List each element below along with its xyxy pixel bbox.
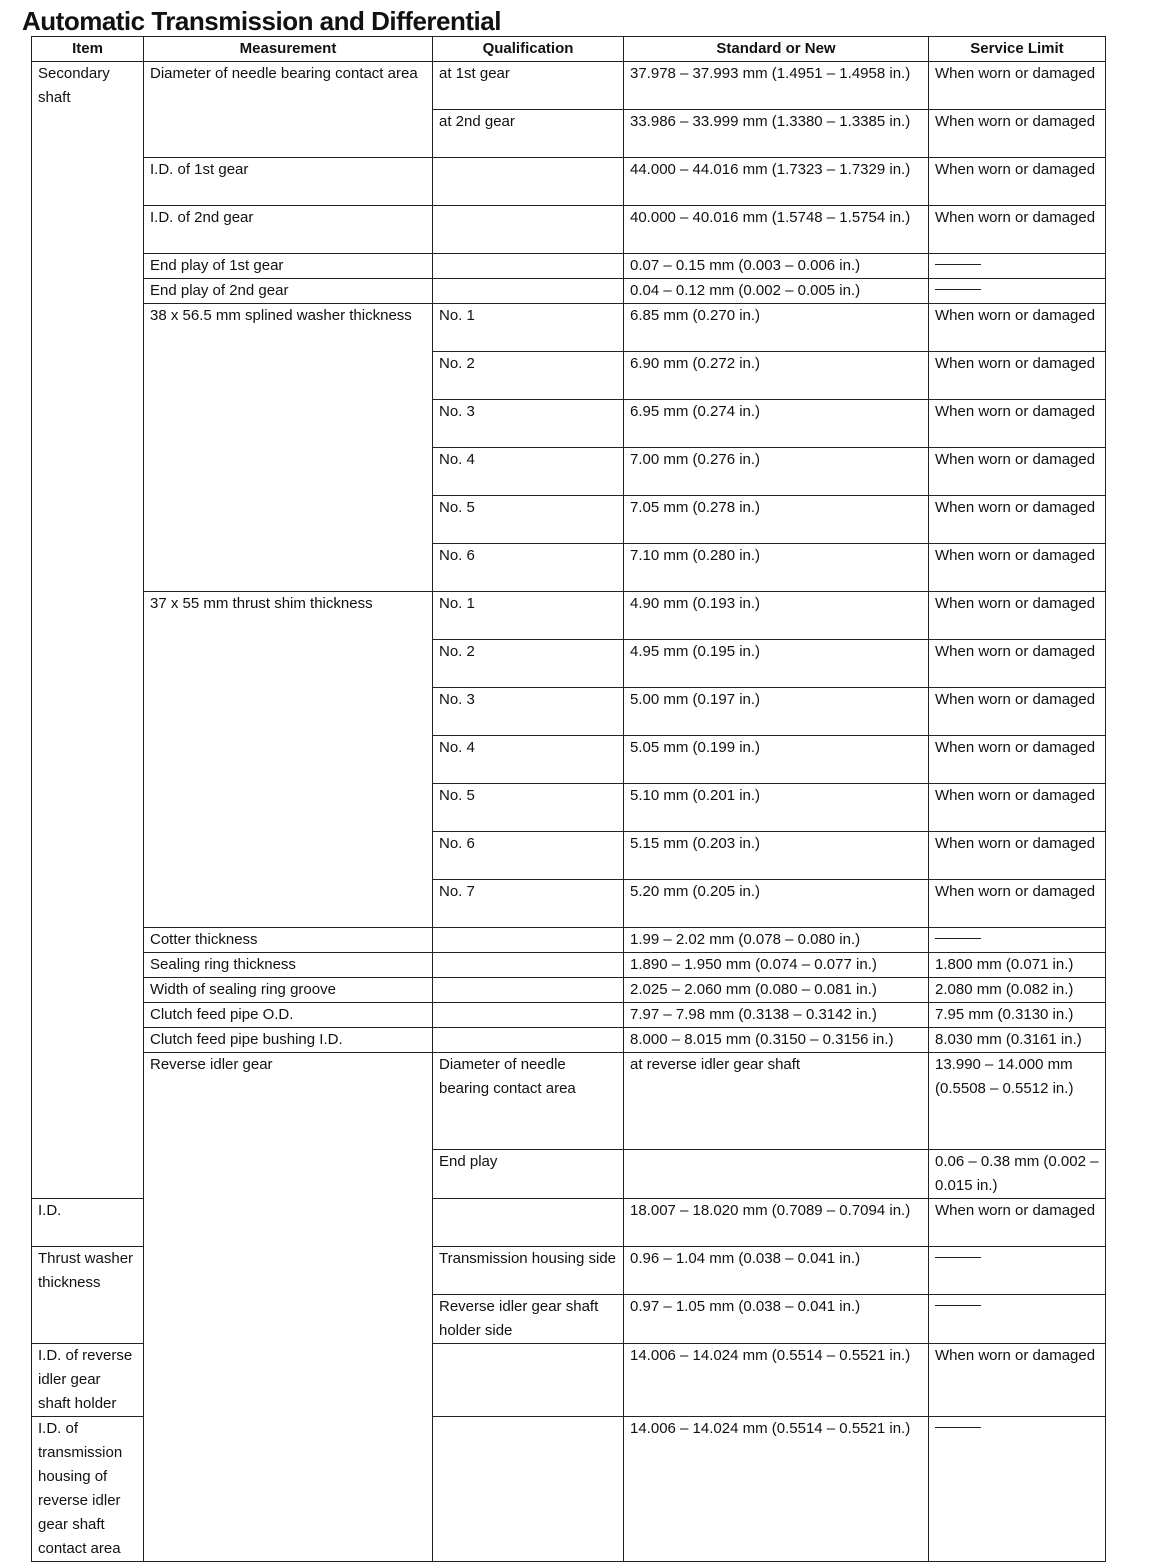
table-row — [32, 592, 1106, 640]
standard-cell: 37.978 – 37.993 mm (1.4951 – 1.4958 in.) — [624, 62, 929, 110]
table-row — [32, 206, 1106, 254]
service-limit-cell: When worn or damaged — [929, 1199, 1106, 1247]
standard-cell: 8.000 – 8.015 mm (0.3150 – 0.3156 in.) — [624, 1028, 929, 1053]
header-row — [32, 37, 1106, 62]
qualification-cell: No. 7 — [433, 880, 624, 928]
service-limit-cell: When worn or damaged — [929, 206, 1106, 254]
standard-cell: 0.04 – 0.12 mm (0.002 – 0.005 in.) — [624, 279, 929, 304]
measurement-cell: End play of 2nd gear — [144, 279, 433, 304]
table-row — [32, 304, 1106, 352]
qualification-cell: at 2nd gear — [433, 110, 624, 158]
qualification-cell: No. 2 — [433, 352, 624, 400]
measurement-cell: 38 x 56.5 mm splined washer thickness — [144, 304, 433, 592]
standard-cell: 0.07 – 0.15 mm (0.003 – 0.006 in.) — [624, 254, 929, 279]
qualification-cell: Reverse idler gear shaft holder side — [433, 1295, 624, 1344]
qualification-cell: No. 5 — [433, 496, 624, 544]
service-limit-cell — [929, 1417, 1106, 1562]
service-limit-cell: When worn or damaged — [929, 496, 1106, 544]
service-limit-cell — [929, 1247, 1106, 1295]
measurement-cell: Thrust washer thickness — [32, 1247, 144, 1344]
qualification-cell — [433, 928, 624, 953]
service-limit-cell: When worn or damaged — [929, 688, 1106, 736]
table-row — [32, 62, 1106, 110]
measurement-cell: I.D. of 2nd gear — [144, 206, 433, 254]
service-limit-cell: When worn or damaged — [929, 62, 1106, 110]
measurement-cell: Diameter of needle bearing contact area — [144, 62, 433, 158]
no-limit-dash — [935, 289, 981, 290]
qualification-cell: No. 6 — [433, 832, 624, 880]
service-limit-cell — [929, 254, 1106, 279]
table-row — [32, 158, 1106, 206]
qualification-cell: No. 1 — [433, 304, 624, 352]
qualification-cell — [433, 1417, 624, 1562]
table-row — [32, 978, 1106, 1003]
qualification-cell — [433, 978, 624, 1003]
service-limit-cell — [929, 279, 1106, 304]
no-limit-dash — [935, 1257, 981, 1258]
qualification-cell: No. 5 — [433, 784, 624, 832]
measurement-cell: Cotter thickness — [144, 928, 433, 953]
header-item: Item — [32, 37, 144, 62]
service-limit-cell: When worn or damaged — [929, 400, 1106, 448]
standard-cell: 44.000 – 44.016 mm (1.7323 – 1.7329 in.) — [624, 158, 929, 206]
qualification-cell: No. 4 — [433, 448, 624, 496]
standard-cell: 40.000 – 40.016 mm (1.5748 – 1.5754 in.) — [624, 206, 929, 254]
qualification-cell: Transmission housing side — [433, 1247, 624, 1295]
standard-cell: 7.05 mm (0.278 in.) — [624, 496, 929, 544]
service-limit-cell: 1.800 mm (0.071 in.) — [929, 953, 1106, 978]
standard-cell: 2.025 – 2.060 mm (0.080 – 0.081 in.) — [624, 978, 929, 1003]
standard-cell: 7.10 mm (0.280 in.) — [624, 544, 929, 592]
table-row — [32, 254, 1106, 279]
no-limit-dash — [935, 1427, 981, 1428]
qualification-cell — [433, 1199, 624, 1247]
service-limit-cell: When worn or damaged — [929, 592, 1106, 640]
standard-cell: 5.15 mm (0.203 in.) — [624, 832, 929, 880]
standard-cell: 14.006 – 14.024 mm (0.5514 – 0.5521 in.) — [624, 1417, 929, 1562]
measurement-cell: I.D. of 1st gear — [144, 158, 433, 206]
measurement-cell: Clutch feed pipe O.D. — [144, 1003, 433, 1028]
qualification-cell: No. 1 — [433, 592, 624, 640]
standard-cell: 4.90 mm (0.193 in.) — [624, 592, 929, 640]
header-qualification: Qualification — [433, 37, 624, 62]
service-limit-cell: When worn or damaged — [929, 158, 1106, 206]
standard-cell: 5.00 mm (0.197 in.) — [624, 688, 929, 736]
table-row — [32, 1003, 1106, 1028]
measurement-cell: End play of 1st gear — [144, 254, 433, 279]
qualification-cell — [433, 953, 624, 978]
standard-cell: 0.96 – 1.04 mm (0.038 – 0.041 in.) — [624, 1247, 929, 1295]
service-limit-cell: When worn or damaged — [929, 304, 1106, 352]
no-limit-dash — [935, 938, 981, 939]
standard-cell: 4.95 mm (0.195 in.) — [624, 640, 929, 688]
measurement-cell: 37 x 55 mm thrust shim thickness — [144, 592, 433, 928]
qualification-cell: No. 6 — [433, 544, 624, 592]
measurement-cell: Sealing ring thickness — [144, 953, 433, 978]
service-limit-cell: When worn or damaged — [929, 640, 1106, 688]
service-limit-cell: When worn or damaged — [929, 544, 1106, 592]
service-limit-cell: When worn or damaged — [929, 448, 1106, 496]
qualification-cell — [433, 206, 624, 254]
qualification-cell: No. 4 — [433, 736, 624, 784]
measurement-cell: Width of sealing ring groove — [144, 978, 433, 1003]
standard-cell: 0.06 – 0.38 mm (0.002 – 0.015 in.) — [929, 1150, 1106, 1199]
measurement-cell: I.D. — [32, 1199, 144, 1247]
qualification-cell — [433, 158, 624, 206]
standard-cell: 5.10 mm (0.201 in.) — [624, 784, 929, 832]
no-limit-dash — [935, 1305, 981, 1306]
standard-cell: 14.006 – 14.024 mm (0.5514 – 0.5521 in.) — [624, 1344, 929, 1417]
qualification-cell — [433, 1344, 624, 1417]
qualification-cell — [624, 1150, 929, 1199]
qualification-cell: at 1st gear — [433, 62, 624, 110]
table-row — [32, 1028, 1106, 1053]
header-measurement: Measurement — [144, 37, 433, 62]
standard-cell: 18.007 – 18.020 mm (0.7089 – 0.7094 in.) — [624, 1199, 929, 1247]
service-limit-cell: 7.95 mm (0.3130 in.) — [929, 1003, 1106, 1028]
service-limit-cell: When worn or damaged — [929, 110, 1106, 158]
service-limit-cell: When worn or damaged — [929, 880, 1106, 928]
measurement-cell: End play — [433, 1150, 624, 1199]
service-limit-cell: When worn or damaged — [929, 736, 1106, 784]
standard-cell: 6.85 mm (0.270 in.) — [624, 304, 929, 352]
standard-cell: 6.90 mm (0.272 in.) — [624, 352, 929, 400]
service-limit-cell: 8.030 mm (0.3161 in.) — [929, 1028, 1106, 1053]
table-row — [32, 928, 1106, 953]
item-secondary-shaft: Secondary shaft — [32, 62, 144, 1199]
qualification-cell: No. 2 — [433, 640, 624, 688]
standard-cell: 0.97 – 1.05 mm (0.038 – 0.041 in.) — [624, 1295, 929, 1344]
table-row — [32, 279, 1106, 304]
header-service-limit: Service Limit — [929, 37, 1106, 62]
service-limit-cell: When worn or damaged — [929, 832, 1106, 880]
table-row — [32, 1053, 1106, 1150]
measurement-cell: Clutch feed pipe bushing I.D. — [144, 1028, 433, 1053]
measurement-cell: I.D. of reverse idler gear shaft holder — [32, 1344, 144, 1417]
standard-cell: 1.99 – 2.02 mm (0.078 – 0.080 in.) — [624, 928, 929, 953]
service-limit-cell: When worn or damaged — [929, 1344, 1106, 1417]
qualification-cell: at reverse idler gear shaft — [624, 1053, 929, 1150]
standard-cell: 7.97 – 7.98 mm (0.3138 – 0.3142 in.) — [624, 1003, 929, 1028]
qualification-cell: No. 3 — [433, 688, 624, 736]
standard-cell: 5.05 mm (0.199 in.) — [624, 736, 929, 784]
qualification-cell: No. 3 — [433, 400, 624, 448]
header-standard: Standard or New — [624, 37, 929, 62]
standard-cell: 33.986 – 33.999 mm (1.3380 – 1.3385 in.) — [624, 110, 929, 158]
service-limit-cell: When worn or damaged — [929, 352, 1106, 400]
standard-cell: 6.95 mm (0.274 in.) — [624, 400, 929, 448]
no-limit-dash — [935, 264, 981, 265]
qualification-cell — [433, 1003, 624, 1028]
standard-cell: 1.890 – 1.950 mm (0.074 – 0.077 in.) — [624, 953, 929, 978]
standard-cell: 5.20 mm (0.205 in.) — [624, 880, 929, 928]
table-row — [32, 953, 1106, 978]
service-limit-cell — [929, 928, 1106, 953]
qualification-cell — [433, 279, 624, 304]
page-title: Automatic Transmission and Differential — [22, 6, 501, 36]
qualification-cell — [433, 254, 624, 279]
service-limit-cell: When worn or damaged — [929, 784, 1106, 832]
standard-cell: 7.00 mm (0.276 in.) — [624, 448, 929, 496]
item-reverse-idler-gear: Reverse idler gear — [144, 1053, 433, 1562]
spec-table — [31, 36, 1106, 1562]
measurement-cell: Diameter of needle bearing contact area — [433, 1053, 624, 1150]
standard-cell: 13.990 – 14.000 mm (0.5508 – 0.5512 in.) — [929, 1053, 1106, 1150]
service-limit-cell: 2.080 mm (0.082 in.) — [929, 978, 1106, 1003]
qualification-cell — [433, 1028, 624, 1053]
service-limit-cell — [929, 1295, 1106, 1344]
measurement-cell: I.D. of transmission housing of reverse idler gear shaft contact area — [32, 1417, 144, 1562]
